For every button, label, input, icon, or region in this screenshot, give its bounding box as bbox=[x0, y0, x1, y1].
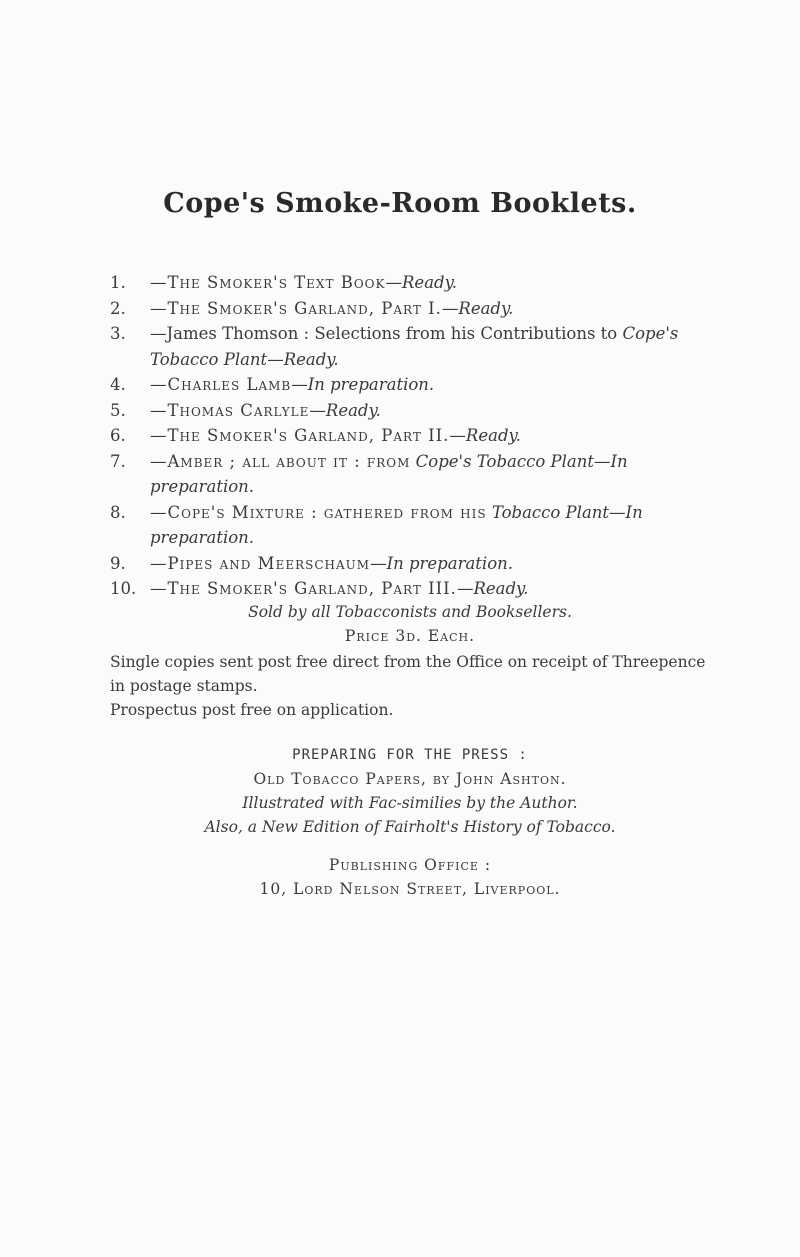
item-number: 1. bbox=[110, 273, 126, 292]
address-line: 10, Lord Nelson Street, Liverpool. bbox=[259, 880, 561, 898]
item-status: —In preparation. bbox=[150, 451, 628, 496]
list-item bbox=[110, 270, 710, 296]
item-status: —Ready. bbox=[441, 298, 514, 318]
item-number: 9. bbox=[110, 553, 126, 573]
old-papers-line: Old Tobacco Papers, by John Ashton. bbox=[253, 770, 567, 788]
publishing-office-label: Publishing Office : bbox=[328, 856, 492, 874]
page-title: Cope's Smoke-Room Booklets. bbox=[163, 188, 637, 219]
prospectus-text: Prospectus post free on application. bbox=[110, 701, 394, 719]
preparing-heading: PREPARING FOR THE PRESS : bbox=[292, 747, 528, 763]
illustrated-line: Illustrated with Fac-similies by the Author. bbox=[242, 794, 578, 812]
item-title: —Amber ; all about it : from bbox=[150, 451, 411, 471]
item-ref: Tobacco Plant bbox=[491, 502, 610, 522]
item-status: —Ready. bbox=[449, 426, 521, 445]
price-line: Price 3d. Each. bbox=[344, 627, 476, 645]
forthcoming-section bbox=[110, 743, 710, 839]
publisher-address bbox=[110, 853, 710, 901]
list-item bbox=[110, 398, 710, 424]
list-item bbox=[110, 423, 710, 449]
list-item bbox=[110, 551, 710, 577]
item-number: 6. bbox=[110, 426, 126, 445]
sales-info bbox=[110, 600, 710, 648]
new-edition-line: Also, a New Edition of Fairholt's History of Tobacco. bbox=[204, 818, 616, 836]
item-title: —The Smoker's Garland, Part II. bbox=[150, 426, 450, 445]
item-number: 8. bbox=[110, 502, 126, 522]
item-status: —Ready. bbox=[309, 400, 381, 420]
item-status: —Ready. bbox=[385, 273, 457, 292]
item-title: —Thomas Carlyle bbox=[150, 400, 310, 420]
list-item bbox=[110, 321, 710, 372]
item-ref: Cope's Tobacco Plant bbox=[150, 324, 679, 369]
item-number: 7. bbox=[110, 451, 126, 471]
list-item bbox=[110, 449, 710, 500]
list-item bbox=[110, 500, 710, 551]
item-status: —Ready. bbox=[267, 349, 339, 369]
list-item bbox=[110, 576, 710, 602]
ordering-info bbox=[110, 650, 710, 722]
item-title: —Cope's Mixture : gathered from his bbox=[150, 502, 487, 522]
item-number: 2. bbox=[110, 298, 126, 318]
item-title: —The Smoker's Text Book bbox=[150, 273, 386, 292]
item-status: —In preparation. bbox=[150, 502, 643, 547]
list-item bbox=[110, 372, 710, 398]
item-title: —Pipes and Meerschaum bbox=[150, 553, 371, 573]
list-item bbox=[110, 296, 710, 322]
item-title: —Charles Lamb bbox=[150, 375, 292, 394]
booklet-list bbox=[110, 270, 710, 602]
item-number: 10. bbox=[110, 579, 137, 598]
item-number: 3. bbox=[110, 324, 126, 343]
item-title: —The Smoker's Garland, Part III. bbox=[150, 579, 457, 598]
item-title: —The Smoker's Garland, Part I. bbox=[150, 298, 442, 318]
item-number: 5. bbox=[110, 400, 126, 420]
item-ref: Cope's Tobacco Plant bbox=[415, 451, 594, 471]
item-status: —Ready. bbox=[456, 579, 529, 598]
sold-by-line: Sold by all Tobacconists and Booksellers. bbox=[248, 603, 572, 621]
item-title: —James Thomson : Selections from his Contributions to bbox=[150, 324, 618, 343]
item-status: —In preparation. bbox=[370, 553, 514, 573]
item-number: 4. bbox=[110, 375, 126, 394]
single-copies-text: Single copies sent post free direct from the Office on receipt of Threepence in postage stamps. bbox=[110, 653, 706, 695]
item-status: —In preparation. bbox=[291, 375, 435, 394]
